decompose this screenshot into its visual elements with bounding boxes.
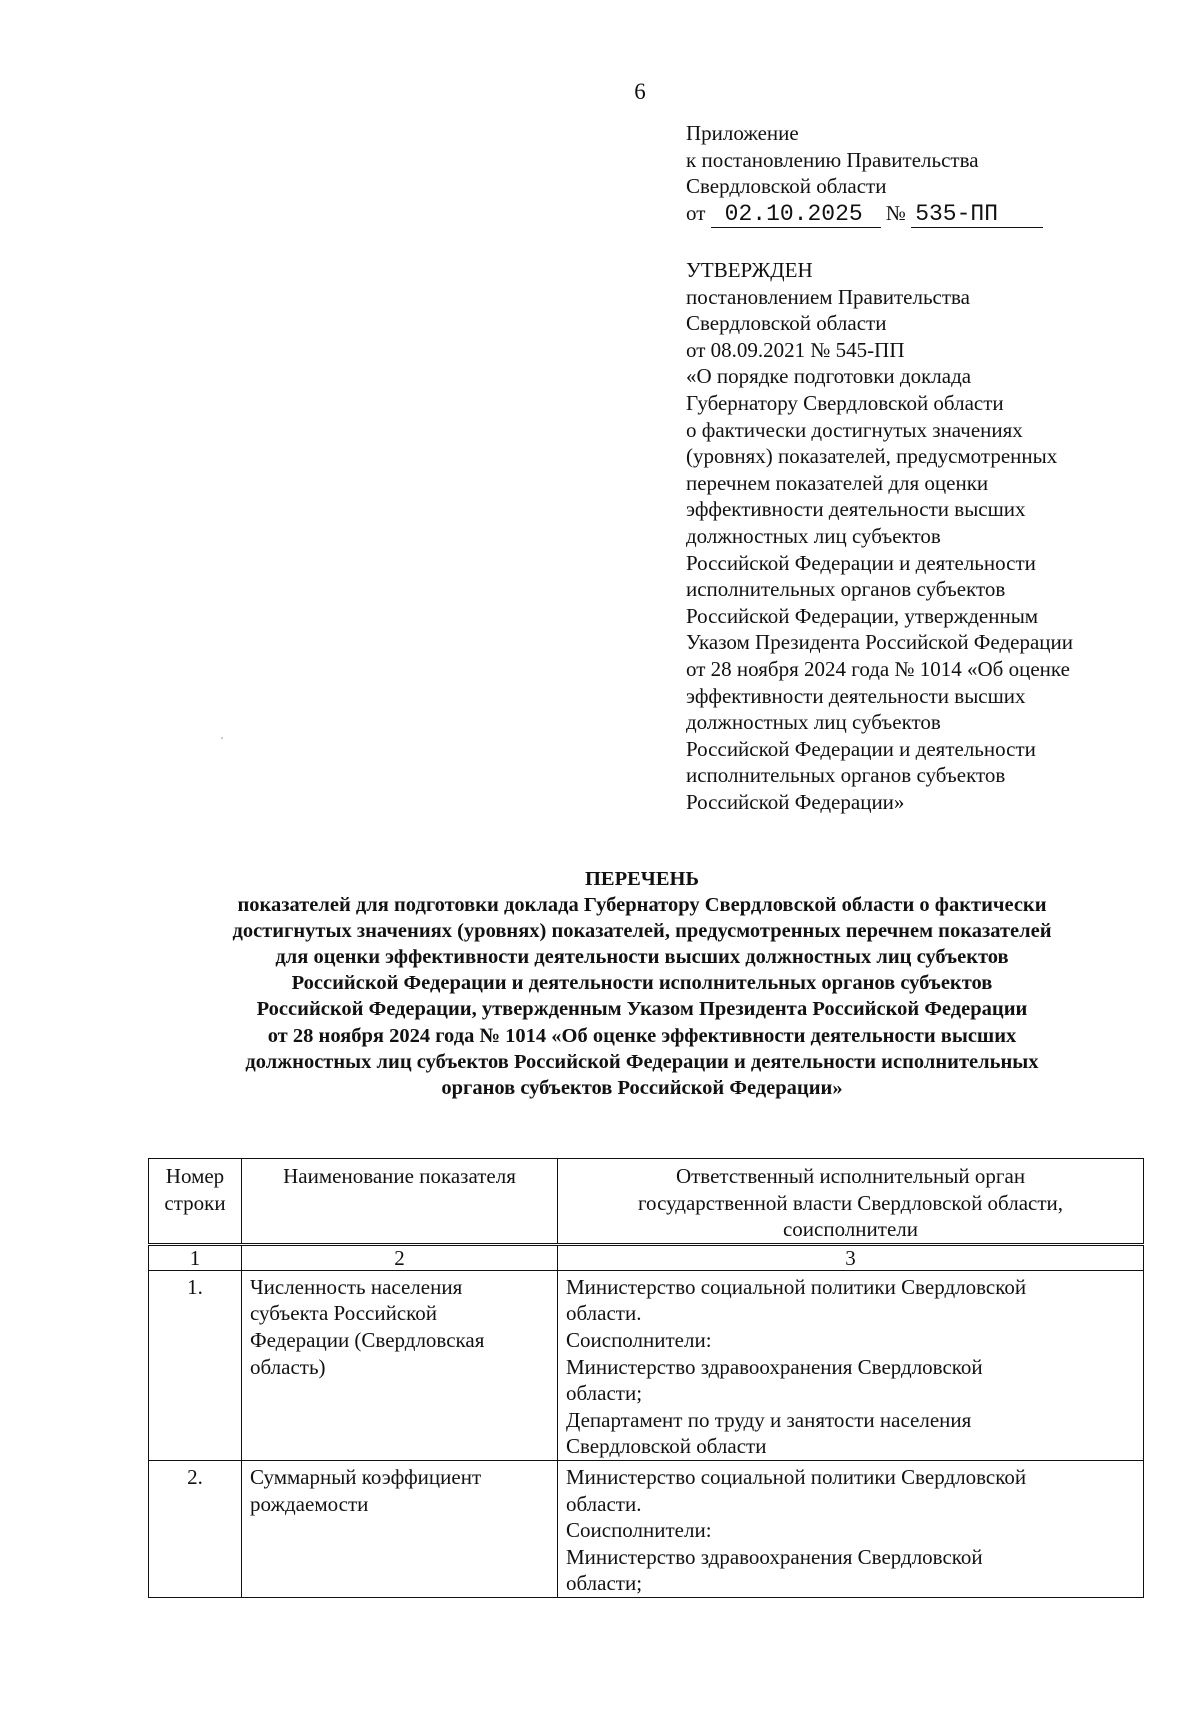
column-number: 1 bbox=[149, 1244, 242, 1270]
indicator-name bbox=[242, 1270, 558, 1460]
approved-line: о фактически достигнутых значениях bbox=[686, 417, 1023, 442]
appendix-line: к постановлению Правительства bbox=[686, 147, 979, 172]
header-text: государственной власти Свердловской области, bbox=[637, 1190, 1064, 1215]
title-line: от 28 ноября 2024 года № 1014 «Об оценке эффективности деятельности высших bbox=[267, 1024, 1017, 1047]
title-line: для оценки эффективности деятельности высших должностных лиц субъектов bbox=[275, 946, 1009, 969]
header-text: Номер bbox=[165, 1164, 225, 1188]
approved-line: должностных лиц субъектов bbox=[686, 710, 941, 735]
approved-line: «О порядке подготовки доклада bbox=[686, 364, 972, 389]
approved-line: УТВЕРЖДЕН bbox=[686, 258, 813, 282]
cell-text: области. bbox=[566, 1301, 642, 1326]
appendix-block bbox=[686, 120, 1166, 228]
table-row bbox=[149, 1270, 1144, 1460]
approved-line: эффективности деятельности высших bbox=[686, 683, 1026, 708]
header-indicator-name bbox=[242, 1159, 558, 1245]
cell-text: Федерации (Свердловская bbox=[250, 1327, 485, 1352]
header-text: Ответственный исполнительный орган bbox=[675, 1164, 1026, 1188]
document-title bbox=[150, 866, 1134, 1101]
approved-line: исполнительных органов субъектов bbox=[686, 763, 1006, 788]
cell-text: Суммарный коэффициент bbox=[250, 1464, 482, 1489]
scan-speck bbox=[221, 737, 223, 739]
row-number: 1. bbox=[149, 1270, 242, 1460]
cell-text: области; bbox=[566, 1571, 643, 1596]
header-text: Наименование показателя bbox=[283, 1164, 516, 1188]
indicators-table bbox=[148, 1158, 1144, 1598]
table-header-row bbox=[149, 1159, 1144, 1245]
approved-line: Российской Федерации» bbox=[686, 789, 905, 814]
approved-line: от 08.09.2021 № 545-ПП bbox=[686, 337, 905, 362]
header-responsible bbox=[558, 1159, 1144, 1245]
approved-line: Губернатору Свердловской области bbox=[686, 390, 1004, 415]
decree-date: 02.10.2025 bbox=[711, 201, 881, 229]
approved-line: исполнительных органов субъектов bbox=[686, 577, 1006, 602]
cell-text: субъекта Российской bbox=[250, 1301, 438, 1326]
approved-line: постановлением Правительства bbox=[686, 284, 971, 309]
title-line: Российской Федерации и деятельности исполнительных органов субъектов bbox=[291, 972, 993, 995]
cell-text: Министерство социальной политики Свердловской bbox=[566, 1274, 1027, 1299]
approved-line: эффективности деятельности высших bbox=[686, 497, 1026, 522]
approved-line: Российской Федерации и деятельности bbox=[686, 736, 1036, 761]
header-text: соисполнители bbox=[782, 1217, 918, 1242]
date-prefix: от bbox=[686, 200, 706, 225]
cell-text: Соисполнители: bbox=[566, 1518, 712, 1543]
indicator-name bbox=[242, 1460, 558, 1597]
table-row bbox=[149, 1460, 1144, 1597]
decree-number: 535-ПП bbox=[911, 201, 1043, 229]
column-number-row bbox=[149, 1244, 1144, 1270]
cell-text: Соисполнители: bbox=[566, 1327, 712, 1352]
page-number: 6 bbox=[634, 79, 646, 104]
column-number: 2 bbox=[242, 1244, 558, 1270]
title-line: органов субъектов Российской Федерации» bbox=[441, 1076, 843, 1099]
title-line: достигнутых значениях (уровнях) показателей, предусмотренных перечнем показателей bbox=[232, 920, 1052, 943]
title-line: показателей для подготовки доклада Губернатору Свердловской области о фактически bbox=[237, 894, 1047, 917]
approved-line: Свердловской области bbox=[686, 311, 887, 336]
title-line: Российской Федерации, утвержденным Указом Президента Российской Федерации bbox=[256, 998, 1028, 1021]
responsible-body bbox=[558, 1460, 1144, 1597]
title-line: должностных лиц субъектов Российской Федерации и деятельности исполнительных bbox=[245, 1050, 1039, 1073]
cell-text: Министерство социальной политики Свердловской bbox=[566, 1464, 1027, 1489]
approved-line: Российской Федерации и деятельности bbox=[686, 550, 1036, 575]
column-number: 3 bbox=[558, 1244, 1144, 1270]
approved-line: от 28 ноября 2024 года № 1014 «Об оценке bbox=[686, 656, 1070, 681]
responsible-body bbox=[558, 1270, 1144, 1460]
approved-block bbox=[686, 257, 1166, 815]
cell-text: Численность населения bbox=[250, 1274, 463, 1299]
cell-text: области; bbox=[566, 1381, 643, 1406]
approved-line: должностных лиц субъектов bbox=[686, 523, 941, 548]
appendix-date-line bbox=[686, 200, 1166, 229]
cell-text: область) bbox=[250, 1354, 326, 1379]
header-row-number bbox=[149, 1159, 242, 1245]
cell-text: Министерство здравоохранения Свердловской bbox=[566, 1354, 983, 1379]
approved-line: Российской Федерации, утвержденным bbox=[686, 603, 1039, 628]
cell-text: Департамент по труду и занятости населения bbox=[566, 1407, 972, 1432]
approved-line: перечнем показателей для оценки bbox=[686, 470, 989, 495]
row-number: 2. bbox=[149, 1460, 242, 1597]
approved-line: (уровнях) показателей, предусмотренных bbox=[686, 444, 1058, 469]
header-text: строки bbox=[164, 1190, 226, 1215]
cell-text: рождаемости bbox=[250, 1491, 369, 1516]
cell-text: Свердловской области bbox=[566, 1434, 767, 1459]
appendix-line: Приложение bbox=[686, 121, 799, 145]
cell-text: области. bbox=[566, 1491, 642, 1516]
number-prefix: № bbox=[885, 200, 906, 225]
approved-line: Указом Президента Российской Федерации bbox=[686, 630, 1073, 655]
appendix-line: Свердловской области bbox=[686, 174, 887, 199]
title-heading: ПЕРЕЧЕНЬ bbox=[584, 868, 700, 890]
cell-text: Министерство здравоохранения Свердловской bbox=[566, 1544, 983, 1569]
